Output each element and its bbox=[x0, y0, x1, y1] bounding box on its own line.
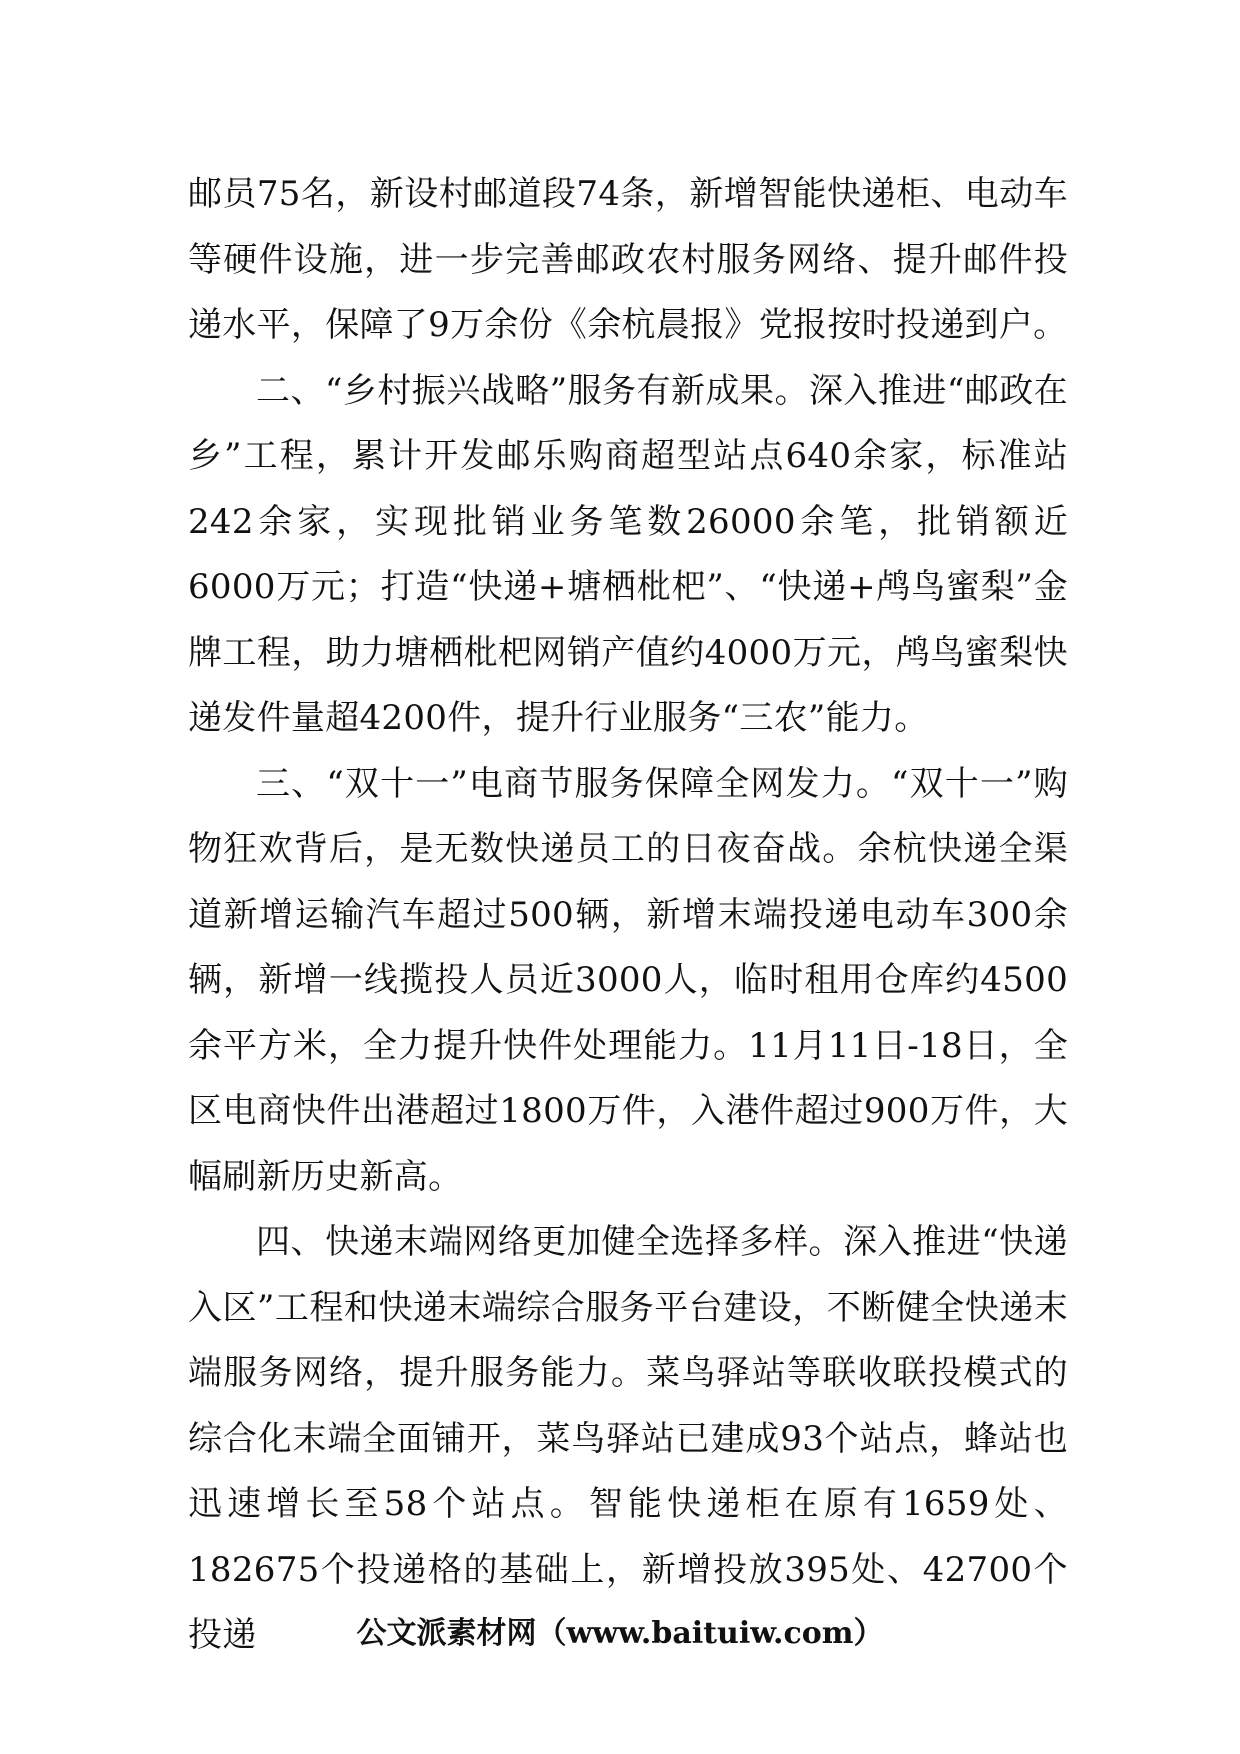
paragraph-continuation: 邮员75名，新设村邮道段74条，新增智能快递柜、电动车等硬件设施，进一步完善邮政农村服务网络、提升邮件投递水平，保障了9万余份《余杭晨报》党报按时投递到户。 bbox=[188, 174, 1068, 345]
paragraph-double-eleven: 三、“双十一”电商节服务保障全网发力。“双十一”购物狂欢背后，是无数快递员工的日夜奋战。余杭快递全渠道新增运输汽车超过500辆，新增末端投递电动车300余辆，新增一线揽投人员近3000人，临时租用仓库约4500余平方米，全力提升快件处理能力。11月11日-18日，全区电商快件出港超过1800万件，入港件超过900万件，大幅刷新历史新高。 bbox=[188, 763, 1068, 1197]
paragraph-delivery-network: 四、快递末端网络更加健全选择多样。深入推进“快递入区”工程和快递末端综合服务平台建设，不断健全快递末端服务网络，提升服务能力。菜鸟驿站等联收联投模式的综合化末端全面铺开，菜鸟驿站已建成93个站点，蜂站也迅速增长至58个站点。智能快递柜在原有1659处、182675个投递格的基础上，新增投放395处、42700个投递 bbox=[188, 1222, 1068, 1655]
footer-source-text: 公文派素材网（www.baituiw.com） bbox=[356, 1616, 884, 1651]
paragraph-rural-revitalization: 二、“乡村振兴战略”服务有新成果。深入推进“邮政在乡”工程，累计开发邮乐购商超型站点640余家，标准站242余家，实现批销业务笔数26000余笔，批销额近6000万元；打造“快递+塘栖枇杷”、“快递+鸬鸟蜜梨”金牌工程，助力塘栖枇杷网销产值约4000万元，鸬鸟蜜梨快递发件量超4200件，提升行业服务“三农”能力。 bbox=[188, 370, 1068, 738]
document-body bbox=[188, 162, 1068, 1669]
